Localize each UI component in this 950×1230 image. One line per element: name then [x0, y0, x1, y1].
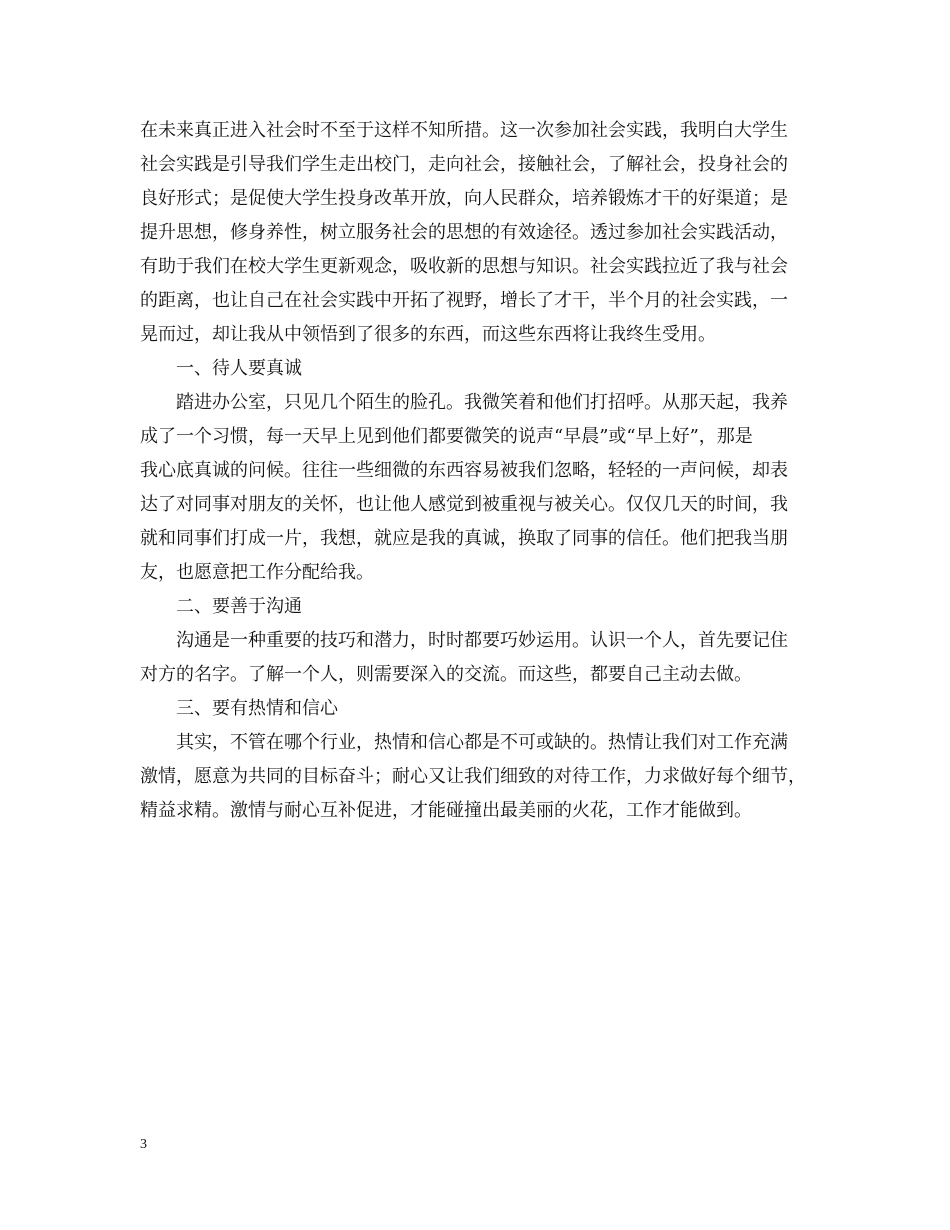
body-line: 的距离，也让自己在社会实践中开拓了视野，增长了才干，半个月的社会实践，一 — [140, 290, 788, 311]
section-heading: 三、要有热情和信心 — [176, 698, 338, 719]
body-line: 提升思想，修身养性，树立服务社会的思想的有效途径。透过参加社会实践活动， — [140, 222, 788, 243]
document-body — [140, 114, 812, 828]
body-line: 踏进办公室，只见几个陌生的脸孔。我微笑着和他们打招呼。从那天起，我养 — [176, 392, 788, 413]
section-heading: 一、待人要真诚 — [176, 358, 302, 379]
body-line: 有助于我们在校大学生更新观念，吸收新的思想与知识。社会实践拉近了我与社会 — [140, 256, 788, 277]
body-line: 精益求精。激情与耐心互补促进，才能碰撞出最美丽的火花，工作才能做到。 — [140, 800, 752, 821]
body-line: 我心底真诚的问候。往往一些细微的东西容易被我们忽略，轻轻的一声问候，却表 — [140, 460, 788, 481]
body-line: 成了一个习惯，每一天早上见到他们都要微笑的说声“早晨”或“早上好”，那是 — [140, 426, 753, 447]
body-line: 在未来真正进入社会时不至于这样不知所措。这一次参加社会实践，我明白大学生 — [140, 120, 788, 141]
body-line: 沟通是一种重要的技巧和潜力，时时都要巧妙运用。认识一个人，首先要记住 — [176, 630, 788, 651]
body-line: 其实，不管在哪个行业，热情和信心都是不可或缺的。热情让我们对工作充满 — [176, 732, 788, 753]
section-heading: 二、要善于沟通 — [176, 596, 302, 617]
body-line: 激情，愿意为共同的目标奋斗；耐心又让我们细致的对待工作，力求做好每个细节， — [140, 766, 806, 787]
body-line: 就和同事们打成一片，我想，就应是我的真诚，换取了同事的信任。他们把我当朋 — [140, 528, 788, 549]
body-line: 对方的名字。了解一个人，则需要深入的交流。而这些，都要自己主动去做。 — [140, 664, 752, 685]
body-line: 达了对同事对朋友的关怀，也让他人感觉到被重视与被关心。仅仅几天的时间，我 — [140, 494, 788, 515]
body-line: 晃而过，却让我从中领悟到了很多的东西，而这些东西将让我终生受用。 — [140, 324, 716, 345]
body-line: 社会实践是引导我们学生走出校门，走向社会，接触社会，了解社会，投身社会的 — [140, 154, 788, 175]
page-number: 3 — [140, 1137, 147, 1152]
body-line: 友，也愿意把工作分配给我。 — [140, 562, 374, 583]
body-line: 良好形式；是促使大学生投身改革开放，向人民群众，培养锻炼才干的好渠道；是 — [140, 188, 788, 209]
